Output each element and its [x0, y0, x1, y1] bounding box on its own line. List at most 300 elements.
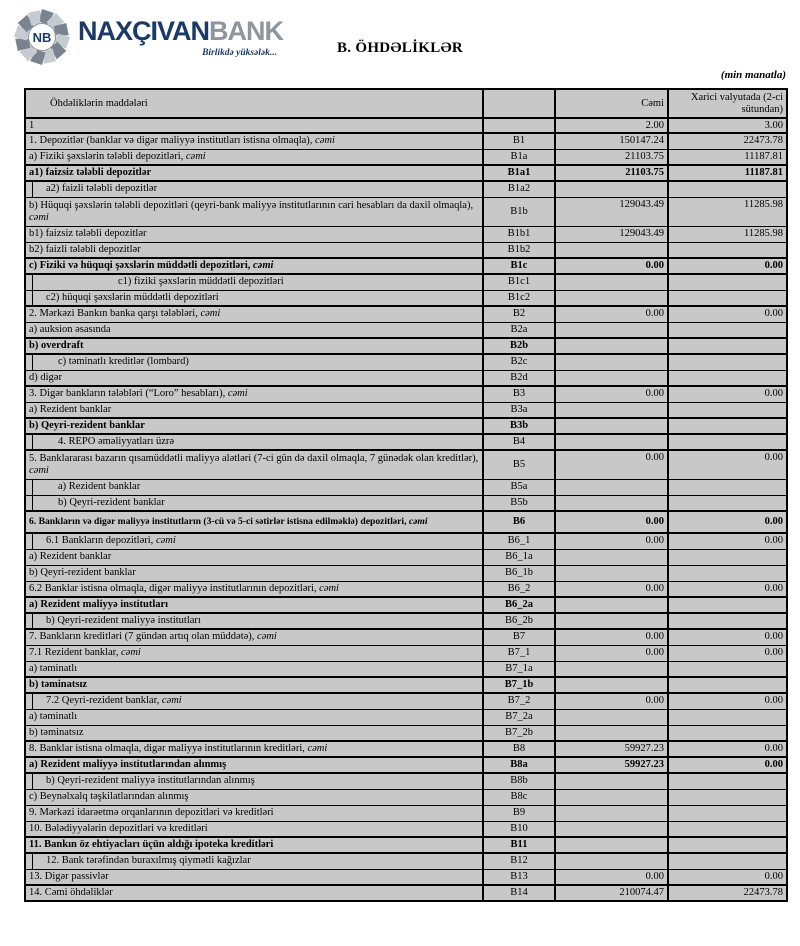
- row-foreign-cell: [668, 479, 787, 495]
- row-code-cell: B1a2: [483, 181, 555, 197]
- row-code-cell: B13: [483, 869, 555, 885]
- row-label-cami: cəmi: [253, 260, 274, 271]
- row-foreign-cell: 0.00: [668, 645, 787, 661]
- table-row: [25, 322, 787, 338]
- row-code-cell: B4: [483, 434, 555, 450]
- row-code-cell: B9: [483, 805, 555, 821]
- row-foreign-cell: [668, 805, 787, 821]
- row-label-cell: [25, 133, 483, 149]
- row-total-cell: [555, 338, 668, 354]
- table-row: [25, 450, 787, 479]
- row-label-cell: [25, 693, 483, 709]
- table-row: [25, 693, 787, 709]
- row-label-cell: [25, 869, 483, 885]
- row-total-cell: 0.00: [555, 511, 668, 533]
- row-total-cell: [555, 418, 668, 434]
- row-foreign-cell: [668, 495, 787, 511]
- row-foreign-cell: 11187.81: [668, 165, 787, 181]
- row-foreign-cell: 22473.78: [668, 885, 787, 901]
- row-code-cell: B7_2b: [483, 725, 555, 741]
- row-label: b2) faizli tələbli depozitlər: [29, 243, 141, 255]
- row-code-cell: B1c1: [483, 274, 555, 290]
- row-code-cell: B2b: [483, 338, 555, 354]
- row-foreign-cell: 0.00: [668, 581, 787, 597]
- row-foreign-cell: 0.00: [668, 869, 787, 885]
- table-row: [25, 290, 787, 306]
- table-row: [25, 533, 787, 549]
- row-label-cami: cəmi: [29, 211, 49, 223]
- row-label-cell: [25, 322, 483, 338]
- row-total-cell: 0.00: [555, 581, 668, 597]
- table-row: [25, 661, 787, 677]
- row-total-cell: [555, 661, 668, 677]
- table-row: [25, 479, 787, 495]
- table-row: [25, 226, 787, 242]
- row-code-cell: B2d: [483, 370, 555, 386]
- row-label: b) təminatsız: [29, 726, 84, 738]
- row-code-cell: B7_1: [483, 645, 555, 661]
- row-foreign-cell: [668, 709, 787, 725]
- row-label: a) Rezident banklar: [29, 403, 112, 415]
- row-code-cell: B6: [483, 511, 555, 533]
- row-foreign-cell: [668, 725, 787, 741]
- row-label-cell: [25, 386, 483, 402]
- row-code-cell: B8c: [483, 789, 555, 805]
- row-label-cell: [25, 789, 483, 805]
- row-label-cell: [25, 354, 483, 370]
- row-code-cell: B8b: [483, 773, 555, 789]
- row-foreign-cell: [668, 661, 787, 677]
- row-label-cell: [25, 597, 483, 613]
- row-label-cell: [25, 757, 483, 773]
- row-foreign-cell: [668, 274, 787, 290]
- row-label: a) Rezident banklar: [58, 481, 141, 492]
- row-total-cell: [555, 677, 668, 693]
- row-label-cell: [25, 402, 483, 418]
- row-foreign-cell: [668, 613, 787, 629]
- row-label: b) Qeyri-rezident banklar: [29, 567, 136, 578]
- row-foreign-cell: 22473.78: [668, 133, 787, 149]
- row-foreign-cell: 11187.81: [668, 149, 787, 165]
- row-total-cell: [555, 709, 668, 725]
- row-label-cell: [25, 853, 483, 869]
- row-total-cell: 0.00: [555, 386, 668, 402]
- row-code-cell: B1c2: [483, 290, 555, 306]
- row-total-cell: [555, 290, 668, 306]
- table-row: [25, 370, 787, 386]
- row-label: 12. Bank tərəfindən buraxılmış qiymətli kağızlar: [46, 855, 251, 867]
- row-total-cell: 0.00: [555, 869, 668, 885]
- row-foreign-cell: 0.00: [668, 741, 787, 757]
- column-header-total: Cəmi: [555, 89, 668, 118]
- row-label: b) təminatsız: [29, 679, 88, 690]
- table-row: [25, 805, 787, 821]
- row-total-cell: [555, 837, 668, 853]
- row-label: 9. Mərkəzi idarəetmə orqanlarının depozitləri və kreditləri: [29, 807, 274, 818]
- row-foreign-cell: 11285.98: [668, 226, 787, 242]
- table-row: [25, 597, 787, 613]
- row-label-cami: cəmi: [307, 743, 328, 754]
- row-label: 10. Bələdiyyələrin depozitləri və kreditləri: [29, 822, 208, 834]
- row-total-cell: [555, 549, 668, 565]
- row-foreign-cell: [668, 181, 787, 197]
- row-label: 7.1 Rezident banklar,: [29, 647, 122, 658]
- index-items: 1: [25, 118, 483, 133]
- row-label: d) digər: [29, 371, 62, 383]
- row-label: b) Hüquqi şəxslərin tələbli depozitləri (qeyri-bank maliyyə institutlarının cari hesabları da daxil olmaqla),: [29, 199, 474, 211]
- row-foreign-cell: [668, 773, 787, 789]
- table-row: [25, 306, 787, 322]
- row-label: 6.1 Bankların depozitləri,: [46, 535, 156, 547]
- row-code-cell: B6_2b: [483, 613, 555, 629]
- row-label: 14. Cəmi öhdəliklər: [29, 887, 113, 898]
- row-label-cell: [25, 434, 483, 450]
- row-foreign-cell: [668, 565, 787, 581]
- row-code-cell: B3a: [483, 402, 555, 418]
- row-label-cell: [25, 565, 483, 581]
- row-foreign-cell: [668, 370, 787, 386]
- row-code-cell: B14: [483, 885, 555, 901]
- liabilities-table-body: [25, 89, 787, 901]
- table-row: [25, 773, 787, 789]
- row-label-cami: cəmi: [185, 150, 206, 162]
- row-total-cell: [555, 495, 668, 511]
- table-row: [25, 165, 787, 181]
- row-foreign-cell: [668, 338, 787, 354]
- liabilities-table: [24, 88, 788, 902]
- row-label: 11. Bankın öz ehtiyacları üçün aldığı ipoteka kreditləri: [29, 839, 274, 850]
- row-code-cell: B6_1a: [483, 549, 555, 565]
- table-row: [25, 181, 787, 197]
- table-row: [25, 789, 787, 805]
- row-total-cell: [555, 789, 668, 805]
- row-label-cami: cəmi: [161, 695, 182, 707]
- row-code-cell: B11: [483, 837, 555, 853]
- row-label: c) Beynəlxalq təşkilatlarından alınmış: [29, 791, 189, 802]
- row-total-cell: [555, 402, 668, 418]
- row-code-cell: B8a: [483, 757, 555, 773]
- row-label-cami: cəmi: [121, 647, 141, 658]
- row-foreign-cell: [668, 402, 787, 418]
- row-total-cell: 59927.23: [555, 757, 668, 773]
- row-label-cami: cəmi: [257, 631, 277, 643]
- column-header-items: Öhdəliklərin maddələri: [25, 89, 483, 118]
- page-header: [0, 0, 800, 88]
- row-foreign-cell: [668, 821, 787, 837]
- table-row: [25, 434, 787, 450]
- row-code-cell: B7_1b: [483, 677, 555, 693]
- logo-pinwheel-icon: [13, 8, 71, 66]
- row-total-cell: 0.00: [555, 306, 668, 322]
- row-label-cell: [25, 274, 483, 290]
- table-row: [25, 757, 787, 773]
- row-total-cell: 0.00: [555, 629, 668, 645]
- row-label: a) auksion əsasında: [29, 323, 111, 335]
- row-code-cell: B7: [483, 629, 555, 645]
- table-row: [25, 613, 787, 629]
- row-label-cami: cəmi: [315, 135, 335, 147]
- row-total-cell: 0.00: [555, 258, 668, 274]
- table-row: [25, 402, 787, 418]
- table-row: [25, 645, 787, 661]
- logo-wordmark-primary: NAXÇIVAN: [78, 16, 210, 46]
- row-foreign-cell: [668, 837, 787, 853]
- row-foreign-cell: [668, 290, 787, 306]
- row-label-cell: [25, 226, 483, 242]
- row-label: a) təminatlı: [29, 711, 78, 722]
- row-label: b) overdraft: [29, 340, 84, 351]
- row-foreign-cell: [668, 549, 787, 565]
- row-code-cell: B1a1: [483, 165, 555, 181]
- row-total-cell: [555, 322, 668, 338]
- row-foreign-cell: [668, 677, 787, 693]
- row-total-cell: [555, 434, 668, 450]
- row-label: a) Rezident maliyyə institutları: [29, 599, 169, 610]
- row-foreign-cell: 0.00: [668, 693, 787, 709]
- row-label: 3. Digər bankların tələbləri (“Loro” hesabları),: [29, 388, 228, 400]
- row-label-cell: [25, 370, 483, 386]
- table-row: [25, 386, 787, 402]
- row-label: b1) faizsiz tələbli depozitlər: [29, 228, 147, 239]
- row-label: 4. REPO əməliyyatları üzrə: [58, 436, 175, 447]
- table-row: [25, 418, 787, 434]
- row-label: a2) faizli tələbli depozitlər: [46, 183, 158, 195]
- row-total-cell: 21103.75: [555, 165, 668, 181]
- row-code-cell: B1b1: [483, 226, 555, 242]
- row-label-cell: [25, 821, 483, 837]
- row-total-cell: [555, 181, 668, 197]
- row-foreign-cell: [668, 434, 787, 450]
- row-label: c) Fiziki və hüquqi şəxslərin müddətli depozitləri,: [29, 260, 254, 271]
- table-header-row: [25, 89, 787, 118]
- row-label: 2. Mərkəzi Bankın banka qarşı tələbləri,: [29, 308, 201, 320]
- row-foreign-cell: [668, 242, 787, 258]
- row-label: b) Qeyri-rezident maliyyə institutlarından alınmış: [46, 775, 255, 787]
- row-code-cell: B1c: [483, 258, 555, 274]
- row-label-cell: [25, 773, 483, 789]
- row-code-cell: B5b: [483, 495, 555, 511]
- row-label: 13. Digər passivlər: [29, 870, 109, 882]
- row-label-cami: cəmi: [200, 308, 221, 320]
- row-foreign-cell: 0.00: [668, 450, 787, 479]
- row-foreign-cell: 11285.98: [668, 197, 787, 226]
- row-total-cell: [555, 613, 668, 629]
- row-label: 6.2 Banklar istisna olmaqla, digər maliyyə institutlarının depozitləri,: [29, 582, 320, 594]
- row-label: b) Qeyri-rezident maliyyə institutları: [46, 615, 201, 626]
- row-label-cell: [25, 629, 483, 645]
- row-label-cell: [25, 725, 483, 741]
- row-total-cell: [555, 565, 668, 581]
- row-label-cell: [25, 661, 483, 677]
- row-total-cell: [555, 370, 668, 386]
- row-code-cell: B1a: [483, 149, 555, 165]
- table-row: [25, 677, 787, 693]
- row-code-cell: B10: [483, 821, 555, 837]
- row-label: 7.2 Qeyri-rezident banklar,: [46, 695, 162, 707]
- table-row: [25, 511, 787, 533]
- row-code-cell: B8: [483, 741, 555, 757]
- row-total-cell: [555, 274, 668, 290]
- table-row: [25, 258, 787, 274]
- row-label-cami: cəmi: [319, 582, 339, 594]
- row-code-cell: B3b: [483, 418, 555, 434]
- row-total-cell: [555, 242, 668, 258]
- row-foreign-cell: 0.00: [668, 306, 787, 322]
- row-total-cell: [555, 853, 668, 869]
- row-code-cell: B2c: [483, 354, 555, 370]
- row-total-cell: 0.00: [555, 693, 668, 709]
- row-code-cell: B5: [483, 450, 555, 479]
- row-foreign-cell: 0.00: [668, 511, 787, 533]
- row-code-cell: B6_1b: [483, 565, 555, 581]
- row-total-cell: 129043.49: [555, 226, 668, 242]
- logo-tagline: Birlikdə yüksələk...: [202, 48, 278, 58]
- row-label-cell: [25, 549, 483, 565]
- column-header-code: [483, 89, 555, 118]
- table-row: [25, 197, 787, 226]
- row-label-cell: [25, 479, 483, 495]
- row-label-cell: [25, 645, 483, 661]
- row-label-cell: [25, 338, 483, 354]
- row-label-cell: [25, 450, 483, 479]
- row-foreign-cell: 0.00: [668, 386, 787, 402]
- table-row: [25, 741, 787, 757]
- page-title: B. ÖHDƏLİKLƏR: [336, 40, 464, 56]
- row-code-cell: B7_2: [483, 693, 555, 709]
- row-label-cell: [25, 805, 483, 821]
- row-code-cell: B1: [483, 133, 555, 149]
- row-label: a) təminatlı: [29, 662, 78, 674]
- row-total-cell: [555, 805, 668, 821]
- table-row: [25, 629, 787, 645]
- table-row: [25, 242, 787, 258]
- row-label: 1. Depozitlər (banklar və digər maliyyə institutları istisna olmaqla),: [29, 135, 316, 147]
- row-label-cell: [25, 613, 483, 629]
- row-code-cell: B7_2a: [483, 709, 555, 725]
- logo-wordmark-secondary: BANK: [209, 16, 284, 46]
- row-label: a1) faizsiz tələbli depozitlər: [29, 167, 152, 178]
- row-code-cell: B2: [483, 306, 555, 322]
- table-row: [25, 709, 787, 725]
- row-label-cell: [25, 885, 483, 901]
- row-label-cell: [25, 837, 483, 853]
- row-total-cell: 0.00: [555, 450, 668, 479]
- row-label-cell: [25, 165, 483, 181]
- table-row: [25, 725, 787, 741]
- row-label: 6. Bankların və digər maliyyə institutların (3-cü və 5-ci sətirlər istisna edilməklə) depozitləri,: [29, 516, 409, 527]
- table-row: [25, 885, 787, 901]
- row-foreign-cell: 0.00: [668, 757, 787, 773]
- row-label-cell: [25, 581, 483, 597]
- row-code-cell: B7_1a: [483, 661, 555, 677]
- table-row: [25, 274, 787, 290]
- row-label-cell: [25, 511, 483, 533]
- row-total-cell: [555, 597, 668, 613]
- row-code-cell: B3: [483, 386, 555, 402]
- row-total-cell: 59927.23: [555, 741, 668, 757]
- row-label-cell: [25, 181, 483, 197]
- row-total-cell: [555, 479, 668, 495]
- row-label: a) Fiziki şəxslərin tələbli depozitləri,: [29, 150, 186, 162]
- row-total-cell: 210074.47: [555, 885, 668, 901]
- row-foreign-cell: [668, 597, 787, 613]
- row-label-cell: [25, 533, 483, 549]
- row-total-cell: [555, 725, 668, 741]
- row-label-cami: cəmi: [29, 464, 49, 476]
- table-row: [25, 149, 787, 165]
- row-label: a) Rezident banklar: [29, 551, 112, 562]
- row-code-cell: B2a: [483, 322, 555, 338]
- bank-logo: [13, 8, 283, 66]
- row-code-cell: B6_2a: [483, 597, 555, 613]
- row-label-cami: cəmi: [408, 516, 428, 527]
- column-index-row: [25, 118, 787, 133]
- index-code: [483, 118, 555, 133]
- logo-monogram: NB: [32, 30, 52, 45]
- row-code-cell: B1b: [483, 197, 555, 226]
- table-row: [25, 495, 787, 511]
- row-foreign-cell: [668, 322, 787, 338]
- row-total-cell: 150147.24: [555, 133, 668, 149]
- row-label-cell: [25, 258, 483, 274]
- row-code-cell: B12: [483, 853, 555, 869]
- column-header-foreign: Xarici valyutada (2-ci sütundan): [668, 89, 787, 118]
- index-total: 2.00: [555, 118, 668, 133]
- row-foreign-cell: [668, 853, 787, 869]
- index-foreign: 3.00: [668, 118, 787, 133]
- table-row: [25, 133, 787, 149]
- row-label-cell: [25, 149, 483, 165]
- row-foreign-cell: [668, 354, 787, 370]
- table-row: [25, 821, 787, 837]
- table-row: [25, 869, 787, 885]
- row-label: b) Qeyri-rezident banklar: [58, 496, 165, 508]
- row-label-cell: [25, 197, 483, 226]
- row-total-cell: 21103.75: [555, 149, 668, 165]
- row-label-cami: cəmi: [155, 535, 176, 547]
- table-row: [25, 581, 787, 597]
- row-foreign-cell: [668, 418, 787, 434]
- row-foreign-cell: 0.00: [668, 258, 787, 274]
- row-label-cell: [25, 677, 483, 693]
- row-label-cami: cəmi: [227, 388, 248, 400]
- row-label-cell: [25, 495, 483, 511]
- row-total-cell: 129043.49: [555, 197, 668, 226]
- row-label: 5. Banklararası bazarın qısamüddətli maliyyə alətləri (7-ci gün də daxil olmaqla, 7 günədək olan kreditlər),: [29, 452, 479, 464]
- row-label: 8. Banklar istisna olmaqla, digər maliyyə institutlarının kreditləri,: [29, 743, 308, 754]
- row-total-cell: [555, 821, 668, 837]
- row-code-cell: B1b2: [483, 242, 555, 258]
- row-label-cell: [25, 306, 483, 322]
- row-label: c2) hüquqi şəxslərin müddətli depozitləri: [46, 291, 219, 303]
- row-label: 7. Bankların kreditləri (7 gündən artıq olan müddətə),: [29, 631, 258, 643]
- row-code-cell: B5a: [483, 479, 555, 495]
- row-code-cell: B6_1: [483, 533, 555, 549]
- row-total-cell: [555, 773, 668, 789]
- row-label-cell: [25, 741, 483, 757]
- row-label: c) təminatlı kreditlər (lombard): [58, 356, 189, 368]
- unit-note: (min manatla): [720, 69, 786, 81]
- row-total-cell: 0.00: [555, 645, 668, 661]
- row-label: a) Rezident maliyyə institutlarından alınmış: [29, 759, 227, 770]
- row-total-cell: [555, 354, 668, 370]
- row-label-cell: [25, 242, 483, 258]
- table-row: [25, 853, 787, 869]
- table-row: [25, 354, 787, 370]
- table-row: [25, 837, 787, 853]
- row-foreign-cell: 0.00: [668, 629, 787, 645]
- table-row: [25, 338, 787, 354]
